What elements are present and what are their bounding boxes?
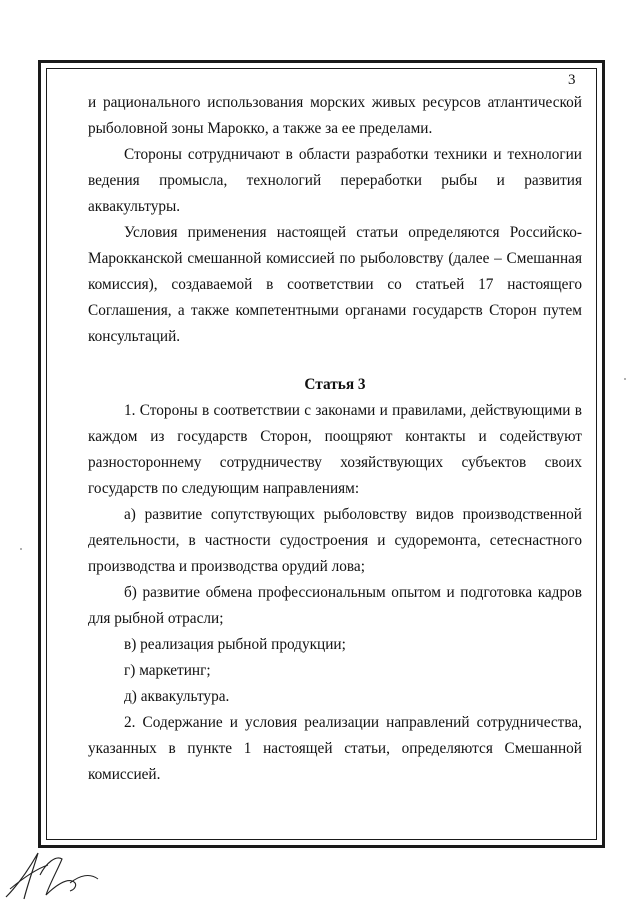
page-number: 3 [568, 72, 576, 88]
article-item-g: г) маркетинг; [124, 662, 211, 679]
article-item-v: в) реализация рыбной продукции; [124, 636, 346, 653]
article-item-a: а) развитие сопутствующих рыболовству видов производственной деятельности, в частности судостроения и судоремонта, сетеснастного производства и производства орудий лова; [88, 506, 582, 575]
article-paragraph-1: 1. Стороны в соответствии с законами и правилами, действующими в каждом из государств Сторон, поощряют контакты и содействуют разностороннему сотрудничеству хозяйствующих субъектов своих государств по следующим направлениям: [88, 402, 582, 497]
article-item-b: б) развитие обмена профессиональным опытом и подготовка кадров для рыбной отрасли; [88, 584, 582, 627]
paragraph-intro-3: Условия применения настоящей статьи определяются Российско-Марокканской смешанной комиссией по рыболовству (далее – Смешанная комиссия), создаваемой в соответствии со статьей 17 настоящего Соглашения, а также компетентными органами государств Сторон путем консультаций. [88, 224, 582, 345]
document-body [88, 90, 582, 788]
handwritten-signature [0, 845, 110, 905]
article-paragraph-2: 2. Содержание и условия реализации направлений сотрудничества, указанных в пункте 1 настоящей статьи, определяются Смешанной комиссией. [88, 714, 582, 783]
paragraph-intro-2: Стороны сотрудничают в области разработки техники и технологии ведения промысла, технологий переработки рыбы и развития аквакультуры. [88, 146, 582, 215]
article-item-d: д) аквакультура. [124, 688, 230, 705]
scan-speck [20, 548, 22, 550]
paragraph-intro-1: и рационального использования морских живых ресурсов атлантической рыболовной зоны Марокко, а также за ее пределами. [88, 94, 582, 137]
scan-speck [624, 378, 626, 380]
article-title: Статья 3 [304, 376, 366, 393]
